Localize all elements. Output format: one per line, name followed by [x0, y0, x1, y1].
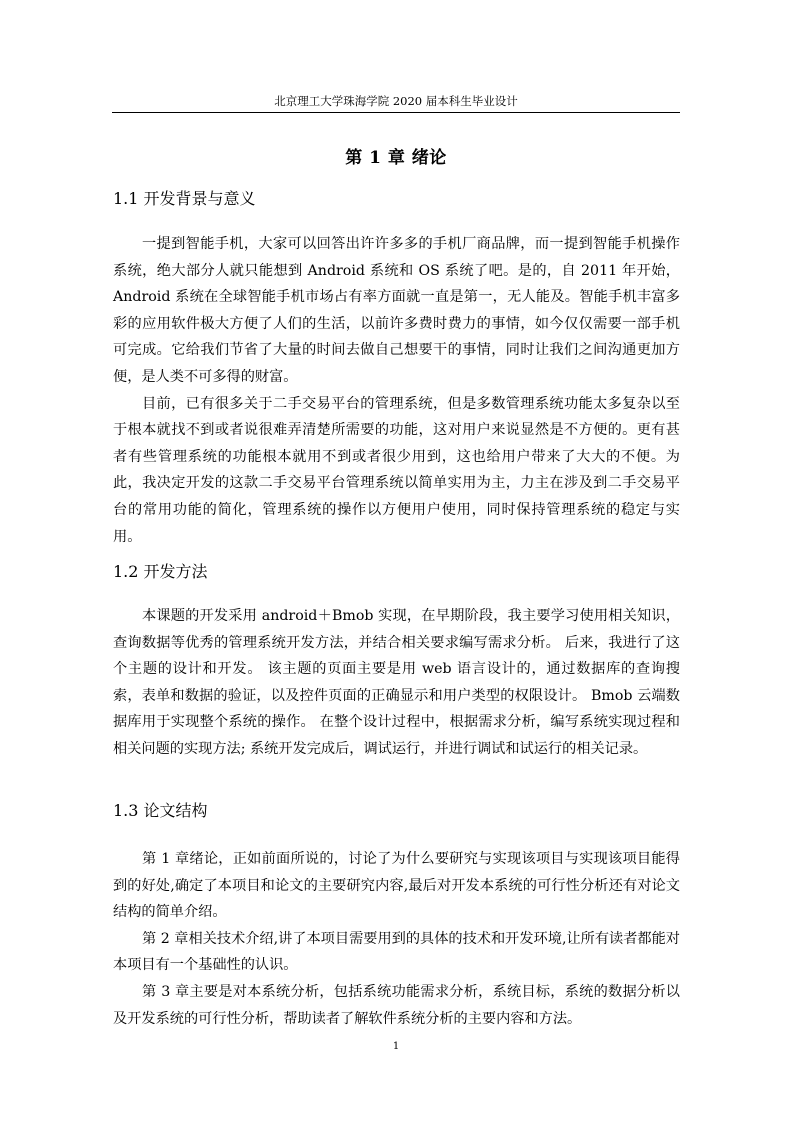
section-heading-1-3: 1.3 论文结构: [113, 801, 208, 820]
page-header: 北京理工大学珠海学院 2020 届本科生毕业设计: [274, 94, 518, 108]
paragraph: 目前，已有很多关于二手交易平台的管理系统，但是多数管理系统功能太多复杂以至于根本就找不到或者说很难弄清楚所需要的功能，这对用户来说显然是不方便的。更有甚者有些管理系统的功能根本就用不到或者很少用到，这也给用户带来了大大的不便。为此，我决定开发的这款二手交易平台管理系统以简单实用为主，力主在涉及到二手交易平台的常用功能的简化，管理系统的操作以方便用户使用，同时保持管理系统的稳定与实用。: [113, 395, 680, 545]
paragraph: 第 3 章主要是对本系统分析，包括系统功能需求分析，系统目标，系统的数据分析以及开发系统的可行性分析，帮助读者了解软件系统分析的主要内容和方法。: [113, 983, 680, 1027]
section-body-1-3: [113, 846, 680, 1032]
paragraph: 一提到智能手机，大家可以回答出许许多多的手机厂商品牌，而一提到智能手机操作系统，绝大部分人就只能想到 Android 系统和 OS 系统了吧。是的，自 2011 年开始，Android 系统在全球智能手机市场占有率方面就一直是第一，无人能及。智能手机丰富多彩的应用软件极大方便了人们的生活，以前许多费时费力的事情，如今仅仅需要一部手机可完成。它给我们节省了大量的时间去做自己想要干的事情，同时让我们之间沟通更加方便，是人类不可多得的财富。: [113, 236, 680, 385]
paragraph: 本课题的开发采用 android＋Bmob 实现，在早期阶段，我主要学习使用相关知识，查询数据等优秀的管理系统开发方法，并结合相关要求编写需求分析。 后来，我进行了这个主题的设计和开发。 该主题的页面主要是用 web 语言设计的，通过数据库的查询搜索，表单和数据的验证，以及控件页面的正确显示和用户类型的权限设计。 Bmob 云端数据库用于实现整个系统的操作。 在整个设计过程中，根据需求分析，编写系统实现过程和相关问题的实现方法; 系统开发完成后，调试运行，并进行调试和试运行的相关记录。: [113, 608, 680, 757]
section-heading-1-2: 1.2 开发方法: [113, 562, 208, 581]
page-number: 1: [392, 1041, 400, 1052]
paragraph: 第 1 章绪论，正如前面所说的，讨论了为什么要研究与实现该项目与实现该项目能得到的好处,确定了本项目和论文的主要研究内容,最后对开发本系统的可行性分析还有对论文结构的简单介绍。: [113, 851, 680, 921]
chapter-title: 第 1 章 绪论: [345, 148, 447, 168]
section-body-1-2: [113, 603, 680, 763]
header-rule: [112, 112, 680, 113]
paragraph: 第 2 章相关技术介绍,讲了本项目需要用到的具体的技术和开发环境,让所有读者都能对本项目有一个基础性的认识。: [113, 930, 680, 974]
section-body-1-1: [113, 231, 680, 550]
section-heading-1-1: 1.1 开发背景与意义: [113, 189, 256, 208]
